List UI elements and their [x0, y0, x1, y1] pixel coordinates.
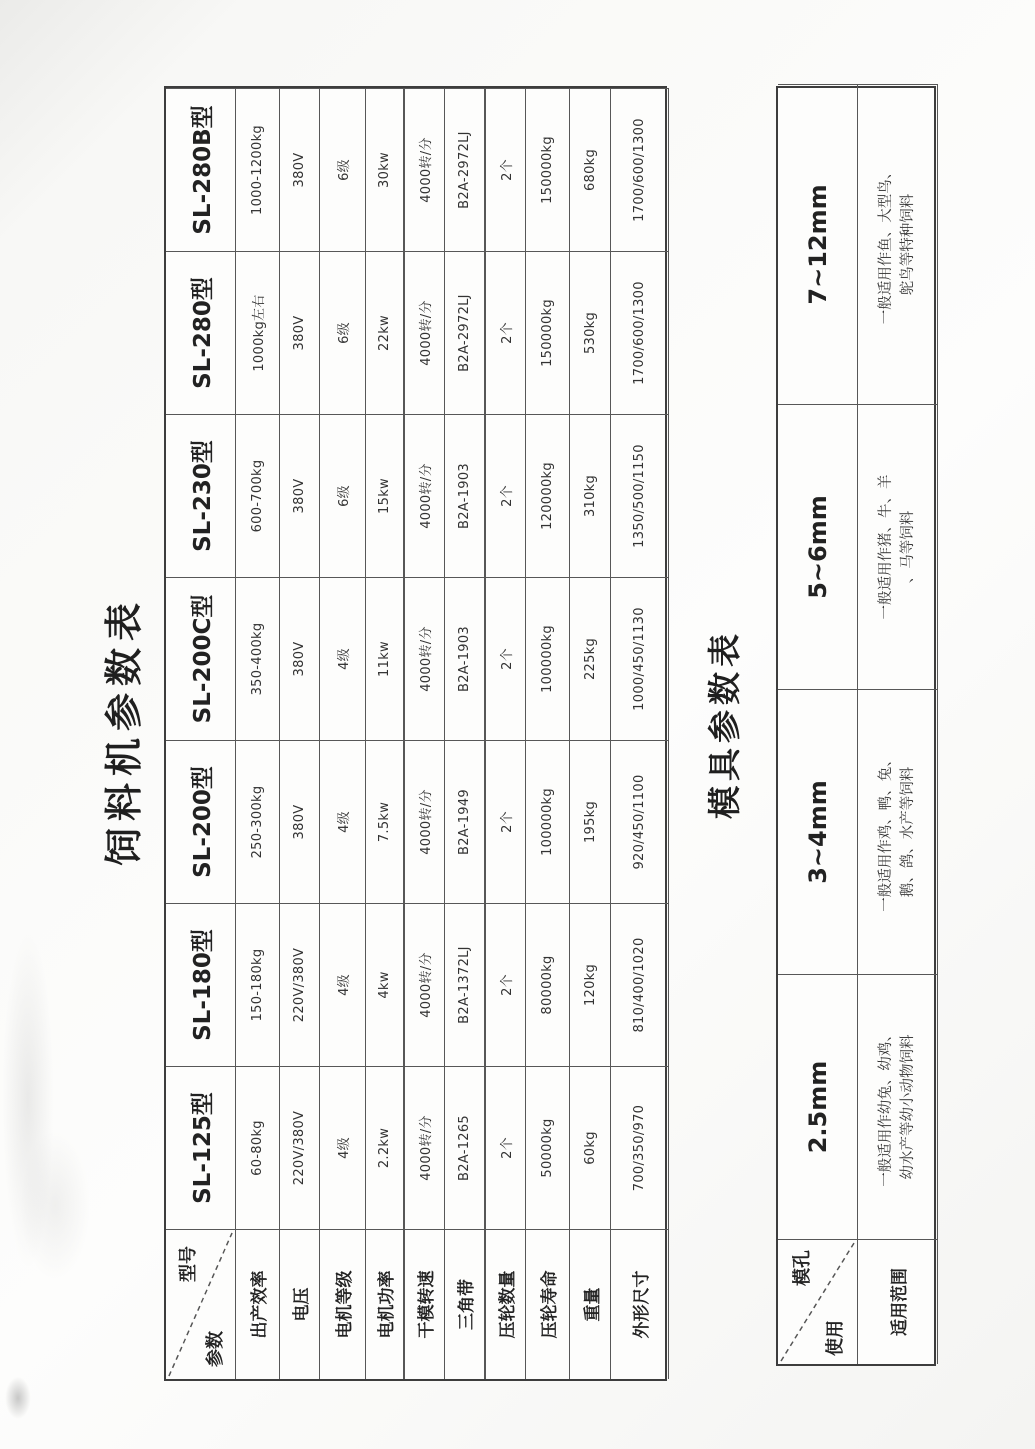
mold-range-cell: [858, 404, 938, 689]
table-cell: 2个: [486, 577, 526, 740]
corner-label-use: 使用: [825, 1320, 846, 1356]
param-label: 出产效率: [236, 1229, 280, 1379]
mold-range-line: 鹅、鸽、水产等饲料: [899, 766, 916, 898]
table-cell: 4000转/分: [405, 414, 445, 577]
corner-label-param: 参数: [205, 1331, 226, 1367]
table-cell: 120000kg: [526, 414, 570, 577]
param-label: 电机功率: [366, 1229, 405, 1379]
table-cell: B2A-1265: [445, 1066, 486, 1229]
table-cell: 4000转/分: [405, 577, 445, 740]
corner-label-hole: 模孔: [792, 1250, 813, 1286]
table-cell: 120kg: [570, 903, 611, 1066]
param-label: 重量: [570, 1229, 611, 1379]
feed-table-title: 饲料机参数表: [101, 596, 146, 867]
table-cell: 7.5kw: [366, 740, 405, 903]
mold-size-header: 5~6mm: [778, 404, 858, 689]
mold-range-line: 鸵鸟等特种饲料: [899, 193, 916, 296]
table-cell: 60kg: [570, 1066, 611, 1229]
mold-range-cell: [858, 974, 938, 1239]
model-header: SL-200型: [166, 740, 236, 903]
table-cell: 380V: [280, 414, 320, 577]
table-cell: 2个: [486, 740, 526, 903]
model-header: SL-200C型: [166, 577, 236, 740]
table-cell: 920/450/1100: [611, 740, 669, 903]
feed-corner-cell: [166, 1229, 236, 1379]
table-cell: 11kw: [366, 577, 405, 740]
table-cell: 700/350/970: [611, 1066, 669, 1229]
table-cell: B2A-1903: [445, 577, 486, 740]
mold-range-line: 幼水产等幼小动物饲料: [899, 1034, 916, 1180]
mold-range-line: 一般适用作鱼、大型鸟、: [877, 164, 894, 325]
table-cell: B2A-1903: [445, 414, 486, 577]
table-cell: B2A-2972LJ: [445, 88, 486, 251]
param-label: 压轮数量: [486, 1229, 526, 1379]
mold-range-line: 一般适用作幼兔、幼鸡、: [877, 1027, 894, 1187]
table-cell: 380V: [280, 740, 320, 903]
scan-artifact: [2, 930, 54, 1270]
table-cell: 220V/380V: [280, 1066, 320, 1229]
mold-range-cell: [858, 84, 938, 404]
model-header: SL-230型: [166, 414, 236, 577]
table-cell: 50000kg: [526, 1066, 570, 1229]
param-label: 干模转速: [405, 1229, 445, 1379]
table-cell: 1700/600/1300: [611, 88, 669, 251]
corner-label-model: 型号: [178, 1246, 199, 1282]
mold-row-label: 适用范围: [858, 1239, 938, 1364]
mold-corner-cell: [778, 1239, 858, 1364]
mold-range-cell: [858, 689, 938, 974]
mold-range-line: 一般适用作鸡、鸭、兔、: [877, 752, 894, 912]
table-cell: B2A-1949: [445, 740, 486, 903]
table-cell: 810/400/1020: [611, 903, 669, 1066]
table-cell: 15kw: [366, 414, 405, 577]
table-cell: 350-400kg: [236, 577, 280, 740]
table-cell: 4级: [320, 740, 366, 903]
table-cell: 4级: [320, 577, 366, 740]
table-cell: B2A-1372LJ: [445, 903, 486, 1066]
table-cell: 2.2kw: [366, 1066, 405, 1229]
param-label: 压轮寿命: [526, 1229, 570, 1379]
param-label: 电压: [280, 1229, 320, 1379]
table-cell: 2个: [486, 88, 526, 251]
table-cell: 380V: [280, 577, 320, 740]
table-cell: 4000转/分: [405, 740, 445, 903]
mold-table-title: 模具参数表: [704, 629, 744, 819]
feed-params-table: [164, 86, 667, 1381]
table-cell: 80000kg: [526, 903, 570, 1066]
model-header: SL-180型: [166, 903, 236, 1066]
table-cell: 225kg: [570, 577, 611, 740]
table-cell: 1000/450/1130: [611, 577, 669, 740]
table-cell: 30kw: [366, 88, 405, 251]
param-label: 三角带: [445, 1229, 486, 1379]
table-cell: 100000kg: [526, 577, 570, 740]
mold-size-header: 3~4mm: [778, 689, 858, 974]
table-cell: 4000转/分: [405, 251, 445, 414]
model-header: SL-125型: [166, 1066, 236, 1229]
table-cell: 380V: [280, 251, 320, 414]
table-cell: 680kg: [570, 88, 611, 251]
table-cell: 2个: [486, 1066, 526, 1229]
table-cell: 2个: [486, 903, 526, 1066]
scan-artifact: [4, 1375, 32, 1421]
mold-size-header: 2.5mm: [778, 974, 858, 1239]
table-cell: 4000转/分: [405, 903, 445, 1066]
table-cell: 60-80kg: [236, 1066, 280, 1229]
mold-size-header: 7~12mm: [778, 84, 858, 404]
table-cell: 2个: [486, 414, 526, 577]
table-cell: 4级: [320, 1066, 366, 1229]
table-cell: 4000转/分: [405, 1066, 445, 1229]
param-label: 外形尺寸: [611, 1229, 669, 1379]
table-cell: 195kg: [570, 740, 611, 903]
table-cell: 1700/600/1300: [611, 251, 669, 414]
table-cell: 1350/500/1150: [611, 414, 669, 577]
mold-range-line: 、马等饲料: [899, 510, 916, 584]
table-cell: 530kg: [570, 251, 611, 414]
table-cell: 150000kg: [526, 251, 570, 414]
table-cell: 220V/380V: [280, 903, 320, 1066]
table-cell: 600-700kg: [236, 414, 280, 577]
table-cell: 1000-1200kg: [236, 88, 280, 251]
table-cell: 310kg: [570, 414, 611, 577]
table-cell: 150000kg: [526, 88, 570, 251]
table-cell: 380V: [280, 88, 320, 251]
model-header: SL-280B型: [166, 88, 236, 251]
table-cell: 100000kg: [526, 740, 570, 903]
mold-table-wrapper: [776, 86, 936, 1366]
table-cell: 2个: [486, 251, 526, 414]
mold-range-line: 一般适用作猪、牛、羊: [877, 474, 894, 620]
table-cell: 6级: [320, 88, 366, 251]
table-cell: 6级: [320, 414, 366, 577]
table-cell: 4kw: [366, 903, 405, 1066]
scan-artifact: [20, 1130, 90, 1280]
table-cell: 4级: [320, 903, 366, 1066]
table-cell: B2A-2972LJ: [445, 251, 486, 414]
model-header: SL-280型: [166, 251, 236, 414]
mold-params-table: [776, 86, 936, 1366]
table-cell: 4000转/分: [405, 88, 445, 251]
feed-table-wrapper: [164, 86, 667, 1381]
table-cell: 150-180kg: [236, 903, 280, 1066]
table-cell: 22kw: [366, 251, 405, 414]
param-label: 电机等级: [320, 1229, 366, 1379]
table-cell: 1000kg左右: [236, 251, 280, 414]
table-cell: 250-300kg: [236, 740, 280, 903]
table-cell: 6级: [320, 251, 366, 414]
